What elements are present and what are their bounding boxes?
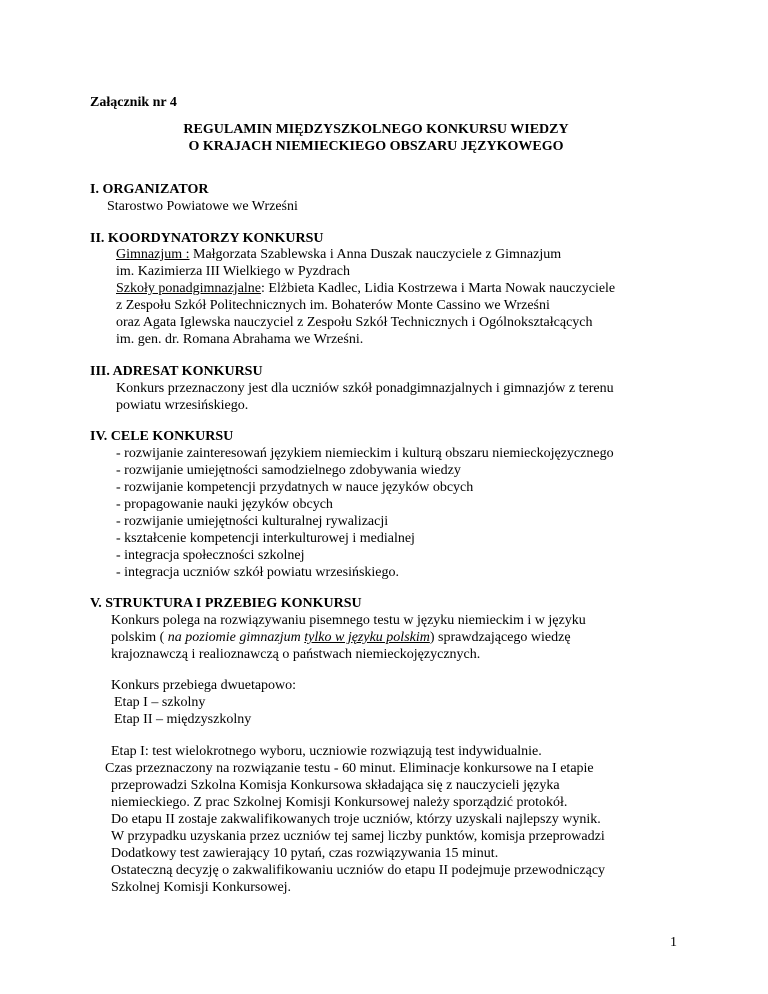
section-5-p3-line: przeprowadzi Szkolna Komisja Konkursowa składająca się z nauczycieli języka	[111, 778, 560, 793]
section-2-line-2: im. Kazimierza III Wielkiego w Pyzdrach	[116, 264, 350, 279]
section-2-line-6: im. gen. dr. Romana Abrahama we Wrześni.	[116, 332, 364, 347]
section-5-p1-line-2	[111, 629, 571, 647]
section-2-line-5: oraz Agata Iglewska nauczyciel z Zespołu Szkół Technicznych i Ogólnokształcących	[116, 315, 593, 330]
goal-item: - propagowanie nauki języków obcych	[116, 497, 333, 512]
attachment-label: Załącznik nr 4	[90, 95, 177, 110]
section-3-line-1: Konkurs przeznaczony jest dla uczniów szkół ponadgimnazjalnych i gimnazjów z terenu	[116, 381, 614, 396]
section-5-p3-line: Szkolnej Komisji Konkursowej.	[111, 880, 292, 895]
p1-italic-underlined-note: tylko w języku polskim	[304, 630, 430, 645]
page-number: 1	[670, 935, 677, 950]
p1-text-a: polskim (	[111, 630, 168, 645]
section-5-p2-line-3: Etap II – międzyszkolny	[114, 712, 252, 727]
section-2-heading: II. KOORDYNATORZY KONKURSU	[90, 231, 324, 246]
goal-item: - rozwijanie umiejętności kulturalnej rywalizacji	[116, 514, 389, 529]
section-5-p3-line: Dodatkowy test zawierający 10 pytań, czas rozwiązywania 15 minut.	[111, 846, 499, 861]
p1-text-d: ) sprawdzającego wiedzę	[429, 630, 571, 645]
goal-item: - rozwijanie zainteresowań językiem niemieckim i kulturą obszaru niemieckojęzycznego	[116, 446, 614, 461]
section-2-line-4: z Zespołu Szkół Politechnicznych im. Bohaterów Monte Cassino we Wrześni	[116, 298, 550, 313]
section-3-heading: III. ADRESAT KONKURSU	[90, 364, 263, 379]
section-5-p3-line: niemieckiego. Z prac Szkolnej Komisji Konkursowej należy sporządzić protokół.	[111, 795, 568, 810]
goal-item: - integracja uczniów szkół powiatu wrzesińskiego.	[116, 565, 400, 580]
section-5-p3-line: Ostateczną decyzję o zakwalifikowaniu uczniów do etapu II podejmuje przewodniczący	[111, 863, 606, 878]
section-3-line-2: powiatu wrzesińskiego.	[116, 398, 249, 413]
goal-item: - rozwijanie umiejętności samodzielnego zdobywania wiedzy	[116, 463, 461, 478]
section-1-text: Starostwo Powiatowe we Wrześni	[107, 199, 298, 214]
gimnazjum-label: Gimnazjum :	[116, 247, 190, 262]
section-5-p1-line-1: Konkurs polega na rozwiązywaniu pisemnego testu w języku niemieckim i w języku	[111, 613, 586, 628]
section-5-p2-line-1: Konkurs przebiega dwuetapowo:	[111, 678, 297, 693]
section-5-p3-line: Do etapu II zostaje zakwalifikowanych troje uczniów, którzy uzyskali najlepszy wynik.	[111, 812, 601, 827]
section-5-p3-line: Etap I: test wielokrotnego wyboru, uczniowie rozwiązują test indywidualnie.	[111, 744, 542, 759]
section-5-p3-line: W przypadku uzyskania przez uczniów tej samej liczby punktów, komisja przeprowadzi	[111, 829, 605, 844]
section-2-line-3-text: : Elżbieta Kadlec, Lidia Kostrzewa i Marta Nowak nauczyciele	[261, 281, 616, 296]
goal-item: - kształcenie kompetencji interkulturowej i medialnej	[116, 531, 415, 546]
goal-item: - integracja społeczności szkolnej	[116, 548, 305, 563]
ponadgimnazjalne-label: Szkoły ponadgimnazjalne	[116, 281, 262, 296]
section-5-p3-line: Czas przeznaczony na rozwiązanie testu - 60 minut. Eliminacje konkursowe na I etapie	[105, 761, 594, 776]
title-line-1: REGULAMIN MIĘDZYSZKOLNEGO KONKURSU WIEDZY	[183, 122, 569, 137]
section-2-line-1	[116, 246, 561, 264]
p1-italic-note: na poziomie gimnazjum	[167, 630, 305, 645]
section-2-line-3	[116, 280, 615, 298]
section-5-p1-line-3: krajoznawczą i realioznawczą o państwach niemieckojęzycznych.	[111, 647, 481, 662]
section-5-heading: V. STRUKTURA I PRZEBIEG KONKURSU	[90, 596, 362, 611]
goal-item: - rozwijanie kompetencji przydatnych w nauce języków obcych	[116, 480, 474, 495]
title-line-2: O KRAJACH NIEMIECKIEGO OBSZARU JĘZYKOWEGO	[188, 139, 564, 154]
section-1-heading: I. ORGANIZATOR	[90, 182, 209, 197]
section-4-heading: IV. CELE KONKURSU	[90, 429, 234, 444]
section-2-line-1-text: Małgorzata Szablewska i Anna Duszak nauczyciele z Gimnazjum	[189, 247, 562, 262]
section-5-p2-line-2: Etap I – szkolny	[114, 695, 206, 710]
